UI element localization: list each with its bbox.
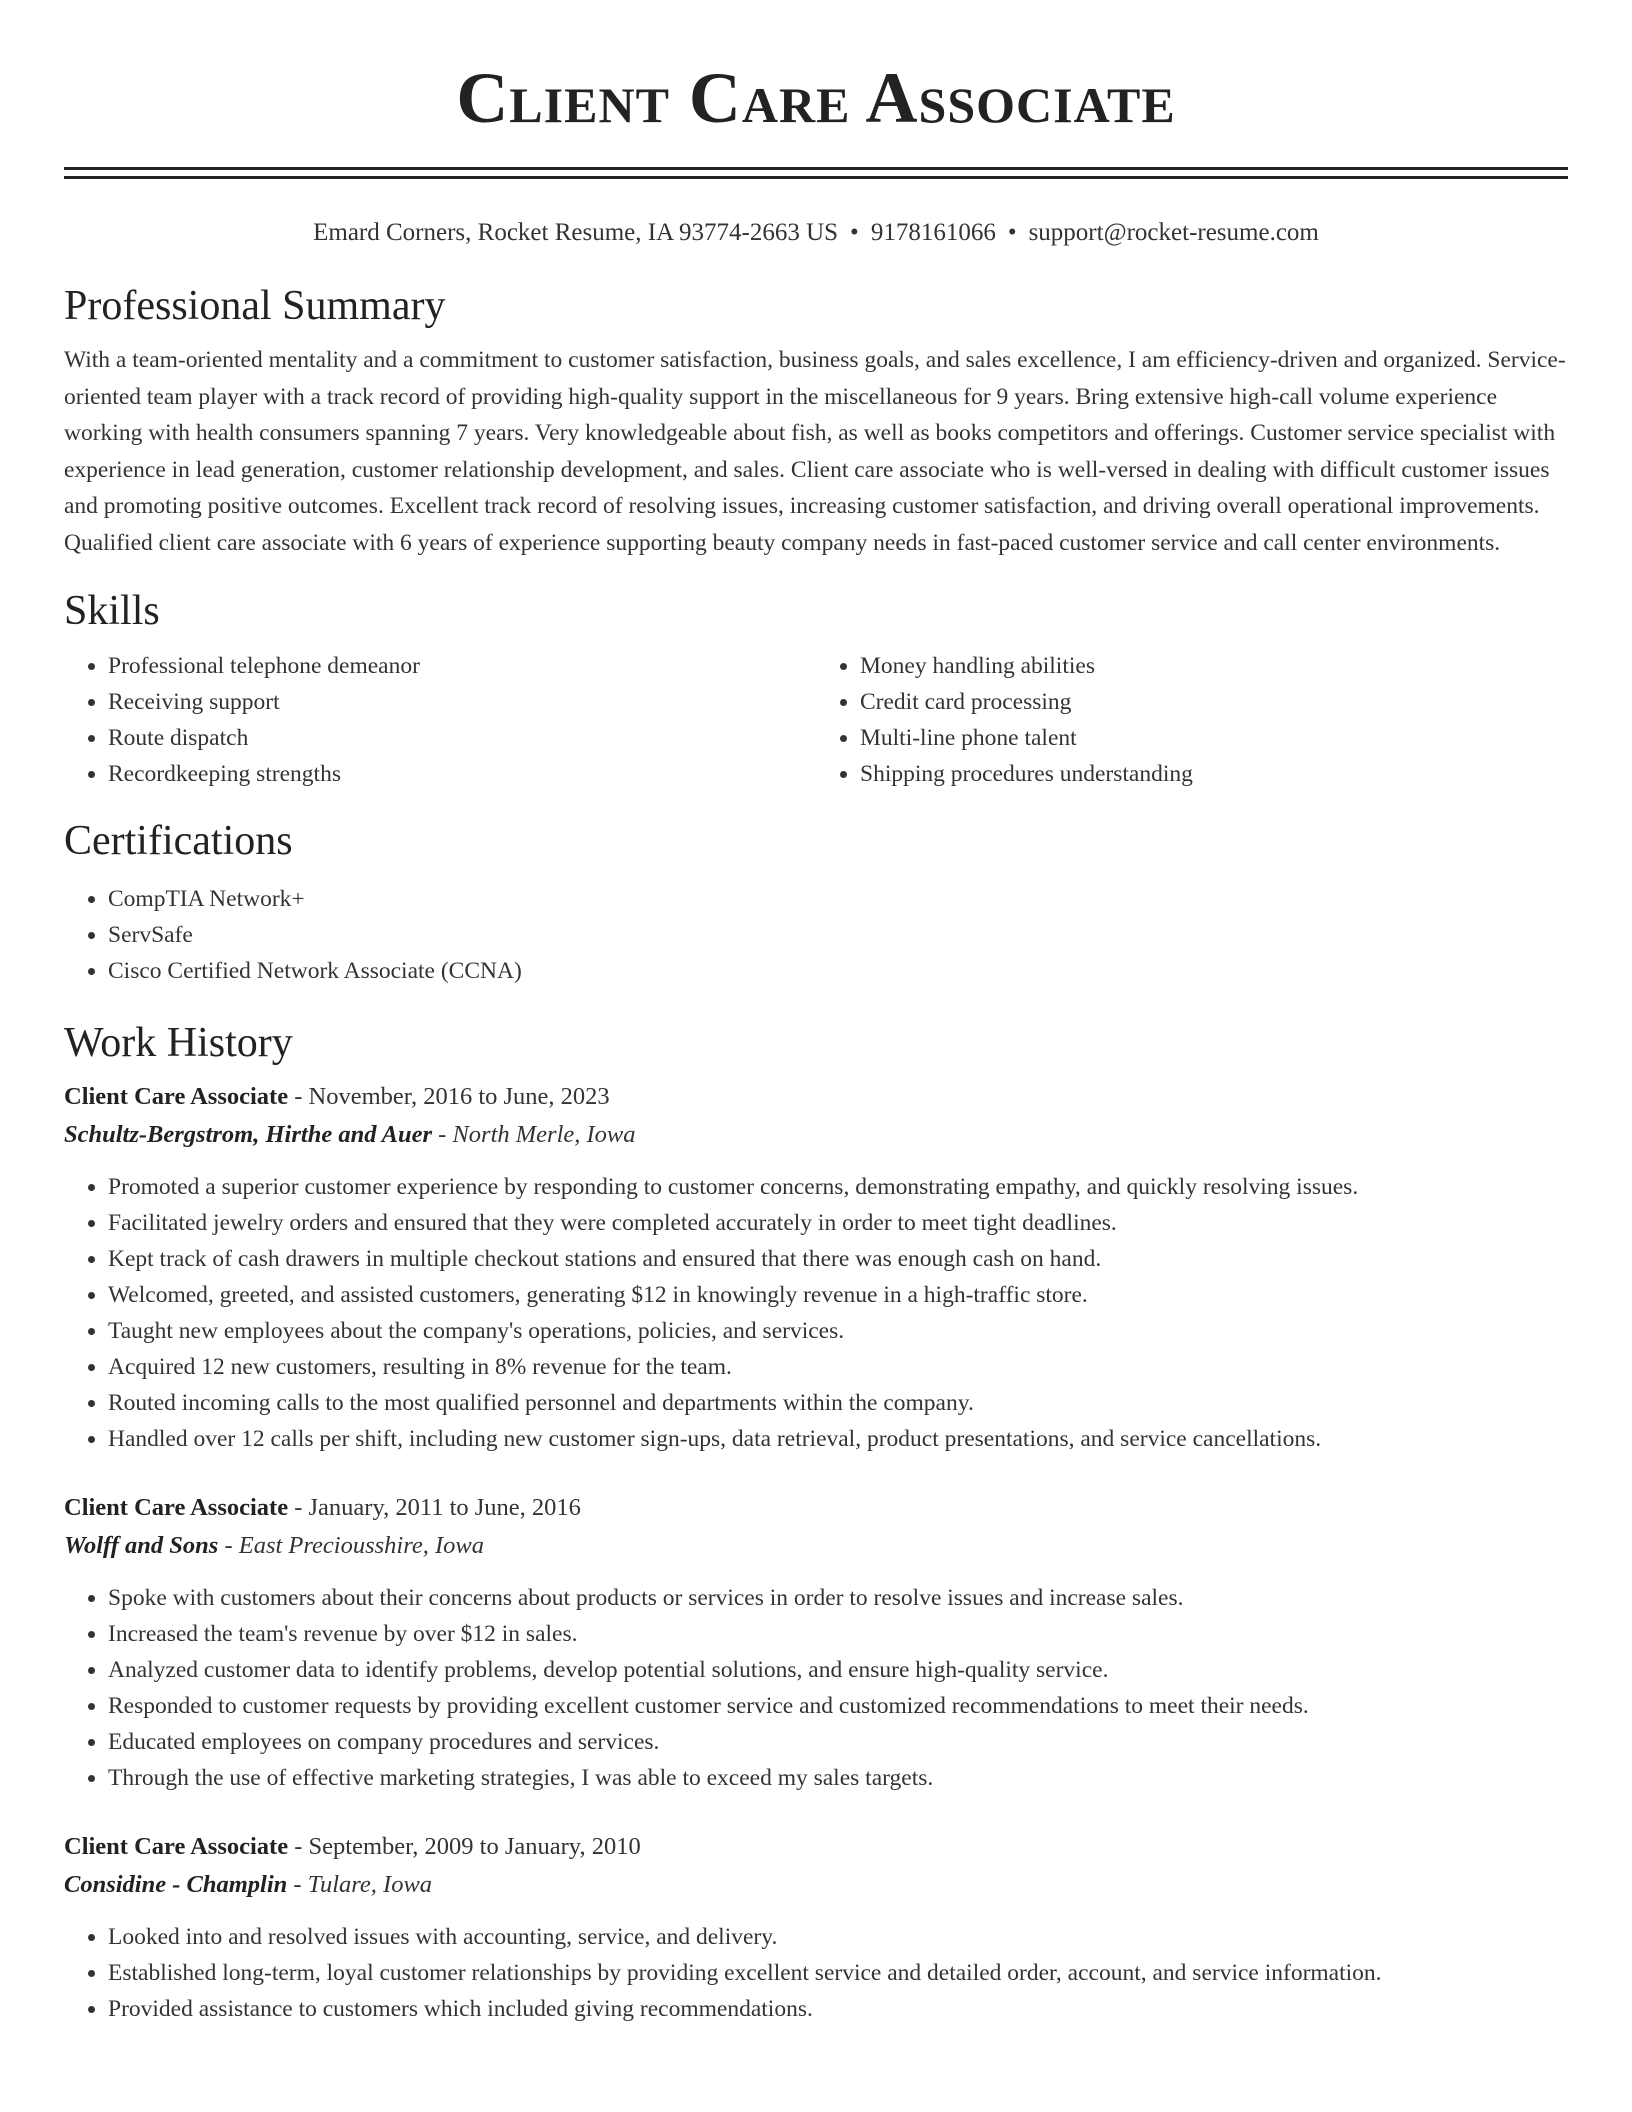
job-bullet: • Handled over 12 calls per shift, including new customer sign-ups, data retrieval, product presentations, and service cancellations. <box>108 1421 1568 1457</box>
job-bullet: • Responded to customer requests by providing excellent customer service and customized recommendations to meet their needs. <box>108 1688 1568 1724</box>
certification-item: • Cisco Certified Network Associate (CCNA) <box>108 953 1568 989</box>
dash: - <box>287 1871 308 1898</box>
dash: - <box>432 1121 453 1148</box>
skill-item: • Credit card processing <box>860 684 1568 720</box>
contact-line <box>64 217 1568 249</box>
skills-list-left <box>64 648 816 792</box>
job-location: North Merle, Iowa <box>452 1121 636 1148</box>
job-dates: November, 2016 to June, 2023 <box>308 1083 610 1110</box>
job-bullet: • Looked into and resolved issues with accounting, service, and delivery. <box>108 1919 1568 1955</box>
job-bullets <box>64 1580 1568 1796</box>
job-company: Wolff and Sons <box>64 1532 219 1559</box>
contact-separator: • <box>1007 219 1017 246</box>
job-bullet: • Spoke with customers about their concerns about products or services in order to resolve issues and increase sales. <box>108 1580 1568 1616</box>
summary-section <box>64 280 1568 561</box>
job-title: Client Care Associate <box>64 1833 289 1860</box>
title-rule-bottom <box>64 176 1568 179</box>
job-company: Considine - Champlin <box>64 1871 288 1898</box>
job-dates: January, 2011 to June, 2016 <box>308 1494 581 1521</box>
summary-text: With a team-oriented mentality and a commitment to customer satisfaction, business goals, and sales excellence, I am efficiency-driven and organized. Service-oriented team player with a track record of providing high-quality support in the miscellaneous for 9 years. Bring extensive high-call volume experience working with health consumers spanning 7 years. Very knowledgeable about fish, as well as books competitors and offerings. Customer service specialist with experience in lead generation, customer relationship development, and sales. Client care associate who is well-versed in dealing with difficult customer issues and promoting positive outcomes. Excellent track record of resolving issues, increasing customer satisfaction, and driving overall operational improvements. Qualified client care associate with 6 years of experience supporting beauty company needs in fast-paced customer service and call center environments. <box>64 347 1566 556</box>
certification-item: • CompTIA Network+ <box>108 881 1568 917</box>
skill-item: • Receiving support <box>108 684 816 720</box>
job-bullet: • Established long-term, loyal customer relationships by providing excellent service and detailed order, account, and service information. <box>108 1955 1568 1991</box>
certifications-list <box>64 881 1568 989</box>
job-title: Client Care Associate <box>64 1083 289 1110</box>
summary-heading: Professional Summary <box>64 283 446 329</box>
job-title: Client Care Associate <box>64 1494 289 1521</box>
skills-section <box>64 585 1568 792</box>
job-bullet: • Increased the team's revenue by over $12 in sales. <box>108 1616 1568 1652</box>
job-title-line <box>64 1489 1568 1527</box>
contact-address: Emard Corners, Rocket Resume, IA 93774-2663 US <box>313 219 839 246</box>
certifications-section <box>64 815 1568 989</box>
job-bullet: • Promoted a superior customer experience by responding to customer concerns, demonstrating empathy, and quickly resolving issues. <box>108 1169 1568 1205</box>
job-bullets <box>64 1919 1568 2027</box>
job-bullet: • Routed incoming calls to the most qualified personnel and departments within the company. <box>108 1385 1568 1421</box>
work-history-section <box>64 1017 1568 2027</box>
skills-list-right <box>816 648 1568 792</box>
job-dates: September, 2009 to January, 2010 <box>308 1833 641 1860</box>
job-entry <box>64 1489 1568 1796</box>
skills-heading: Skills <box>64 588 160 634</box>
job-bullet: • Kept track of cash drawers in multiple checkout stations and ensured that there was enough cash on hand. <box>108 1241 1568 1277</box>
job-bullet: • Through the use of effective marketing strategies, I was able to exceed my sales targets. <box>108 1760 1568 1796</box>
job-location: Tulare, Iowa <box>307 1871 433 1898</box>
resume-page <box>64 0 1568 2027</box>
job-title-line <box>64 1078 1568 1116</box>
dash: - <box>288 1494 309 1521</box>
resume-title: Client Care Associate <box>456 58 1176 138</box>
job-bullet: • Facilitated jewelry orders and ensured that they were completed accurately in order to meet tight deadlines. <box>108 1205 1568 1241</box>
skill-item: • Shipping procedures understanding <box>860 756 1568 792</box>
job-bullet: • Analyzed customer data to identify problems, develop potential solutions, and ensure high-quality service. <box>108 1652 1568 1688</box>
contact-email: support@rocket-resume.com <box>1028 219 1319 246</box>
job-entry <box>64 1828 1568 2027</box>
job-company: Schultz-Bergstrom, Hirthe and Auer <box>64 1121 433 1148</box>
skills-columns <box>64 648 1568 792</box>
job-bullet: • Provided assistance to customers which included giving recommendations. <box>108 1991 1568 2027</box>
dash: - <box>218 1532 239 1559</box>
dash: - <box>288 1083 309 1110</box>
dash: - <box>288 1833 309 1860</box>
work-history-heading: Work History <box>64 1020 293 1066</box>
certifications-heading: Certifications <box>64 818 293 864</box>
skill-item: • Money handling abilities <box>860 648 1568 684</box>
job-title-line <box>64 1828 1568 1866</box>
job-bullet: • Acquired 12 new customers, resulting in 8% revenue for the team. <box>108 1349 1568 1385</box>
skill-item: • Multi-line phone talent <box>860 720 1568 756</box>
skill-item: • Recordkeeping strengths <box>108 756 816 792</box>
job-company-line <box>64 1116 1568 1154</box>
skill-item: • Professional telephone demeanor <box>108 648 816 684</box>
job-bullet: • Welcomed, greeted, and assisted customers, generating $12 in knowingly revenue in a high-traffic store. <box>108 1277 1568 1313</box>
job-bullet: • Educated employees on company procedures and services. <box>108 1724 1568 1760</box>
contact-phone: 9178161066 <box>870 219 996 246</box>
job-company-line <box>64 1527 1568 1565</box>
job-company-line <box>64 1866 1568 1904</box>
certification-item: • ServSafe <box>108 917 1568 953</box>
skill-item: • Route dispatch <box>108 720 816 756</box>
title-rule-top <box>64 167 1568 170</box>
contact-separator: • <box>850 219 859 246</box>
job-location: East Preciousshire, Iowa <box>238 1532 484 1559</box>
job-bullet: • Taught new employees about the company's operations, policies, and services. <box>108 1313 1568 1349</box>
job-entry <box>64 1078 1568 1457</box>
job-bullets <box>64 1169 1568 1457</box>
